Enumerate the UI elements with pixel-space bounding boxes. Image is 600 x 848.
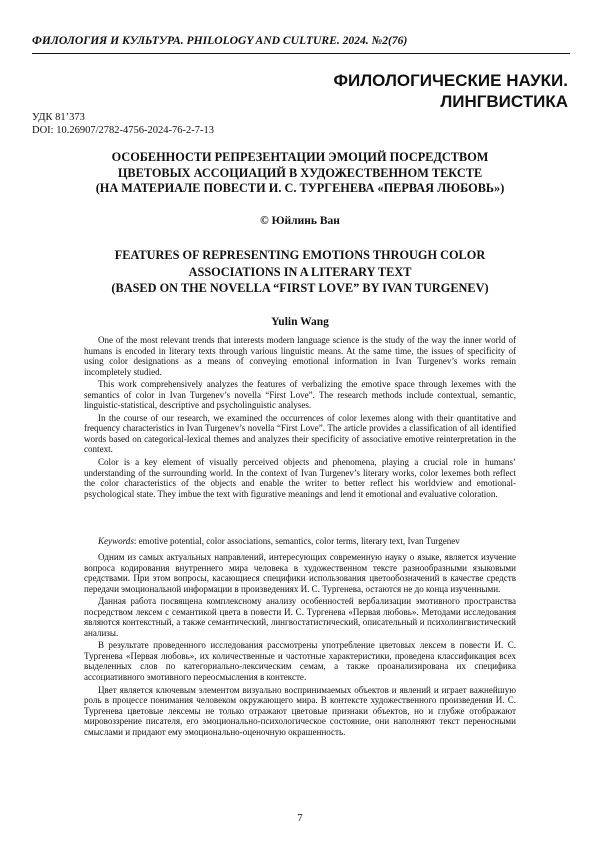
- abstract-en: [84, 335, 516, 501]
- abstract-en-paragraph: One of the most relevant trends that interests modern language science is the study of the way the inner world of humans is encoded in literary texts through various linguistic means. At the same time, the issues of specificity of using color designations as a means of conveying emotional information in Ivan Turgenev’s works remain incompletely studied.: [84, 335, 516, 377]
- abstract-en-paragraph: In the course of our research, we examined the occurrences of color lexemes along with their quantitative and frequency characteristics in Ivan Turgenev’s novella “First Love”. The article provides a classification of all identified words based on categorical-lexical themes and analyzes their specificity of associative emotive reinterpretation in the context.: [84, 412, 516, 455]
- page-number: 7: [297, 812, 303, 824]
- abstract-en-paragraph: This work comprehensively analyzes the features of verbalizing the emotive space through lexemes with the semantics of color in Ivan Turgenev’s novella “First Love”. The research methods include contextual, semantic, linguistic-statistical, descriptive and psycholinguistic analyses.: [84, 379, 516, 411]
- abstract-ru-paragraph: Цвет является ключевым элементом визуально воспринимаемых объектов и явлений и играет важнейшую роль в процессе понимания человеком окружающего мира. В контексте художественного произведения И. С. Тургенева цветовые лексемы не только отражают цветовые признаки объектов, но и глубже отображают мировоззрение писателя, его эмоционально-психологическое состояние, они наполняют текст переносными смыслами и придают ему эмоционально-оценочную окрашенность.: [84, 684, 516, 737]
- journal-header: ФИЛОЛОГИЯ И КУЛЬТУРА. PHILOLOGY AND CULTURE. 2024. №2(76): [32, 34, 408, 47]
- title-ru-line: (НА МАТЕРИАЛЕ ПОВЕСТИ И. С. ТУРГЕНЕВА «ПЕРВАЯ ЛЮБОВЬ»): [95, 181, 505, 195]
- author-en: Yulin Wang: [271, 316, 329, 328]
- title-en-line: FEATURES OF REPRESENTING EMOTIONS THROUGH COLOR: [114, 248, 486, 262]
- title-ru-line: ЦВЕТОВЫХ АССОЦИАЦИЙ В ХУДОЖЕСТВЕННОМ ТЕКСТЕ: [117, 165, 483, 180]
- title-ru-line: ОСОБЕННОСТИ РЕПРЕЗЕНТАЦИИ ЭМОЦИЙ ПОСРЕДСТВОМ: [111, 150, 489, 164]
- title-en-line: ASSOCIATIONS IN A LITERARY TEXT: [188, 264, 412, 279]
- article-title-ru: [40, 150, 560, 197]
- section-title-line: ЛИНГВИСТИКА: [440, 92, 568, 111]
- abstract-ru-paragraph: В результате проведенного исследования рассмотрены употребление цветовых лексем в повести И. С. Тургенева «Первая любовь», их количественные и частотные характеристики, проведена классификация всех выделенных слов по категориально-лексическим семам, а также проанализирована их специфика ассоциативного эмотивного переосмысления в контексте.: [84, 640, 516, 683]
- abstract-ru-paragraph: Одним из самых актуальных направлений, интересующих современную науку о языке, является изучение вопроса кодирования внутреннего мира человека в художественном тексте разнообразными языковыми средствами. При этом вопросы, касающиеся специфики использования цветообозначений в качестве средств передачи эмоциональной информации в произведениях И. С. Тургенева, остаются не до конца изученными.: [84, 552, 516, 594]
- abstract-ru: [84, 552, 516, 739]
- udk-code: УДК 81’373: [32, 112, 85, 123]
- keywords-label: Keywords: [98, 536, 134, 546]
- keywords-en: [98, 536, 518, 547]
- author-ru: © Юйлинь Ван: [260, 215, 340, 227]
- section-title: [334, 70, 568, 112]
- abstract-en-paragraph: Color is a key element of visually perceived objects and phenomena, playing a crucial role in humans’ understanding of the surrounding world. In the context of Ivan Turgenev’s literary works, color lexemes both reflect the color characteristics of the objects and enable the writer to better reflect his worldview and emotional-psychological state. They imbue the text with figurative meanings and lend it emotional and evaluative coloration.: [84, 457, 516, 499]
- article-title-en: [40, 247, 560, 297]
- doi: DOI: 10.26907/2782-4756-2024-76-2-7-13: [32, 125, 214, 136]
- title-en-line: (BASED ON THE NOVELLA “FIRST LOVE” BY IVAN TURGENEV): [111, 281, 489, 295]
- keywords-list: : emotive potential, color associations, semantics, color terms, literary text, Ivan Turgenev: [133, 536, 460, 546]
- section-title-line: ФИЛОЛОГИЧЕСКИЕ НАУКИ.: [333, 71, 568, 90]
- header-divider: [32, 53, 570, 54]
- abstract-ru-paragraph: Данная работа посвящена комплексному анализу особенностей вербализации эмотивного пространства посредством лексем с семантикой цвета в повести И. С. Тургенева «Первая любовь». Методами исследования являются контекстный, а также семантический, лингвостатистический, описательный и психолингвистический анализы.: [84, 596, 516, 638]
